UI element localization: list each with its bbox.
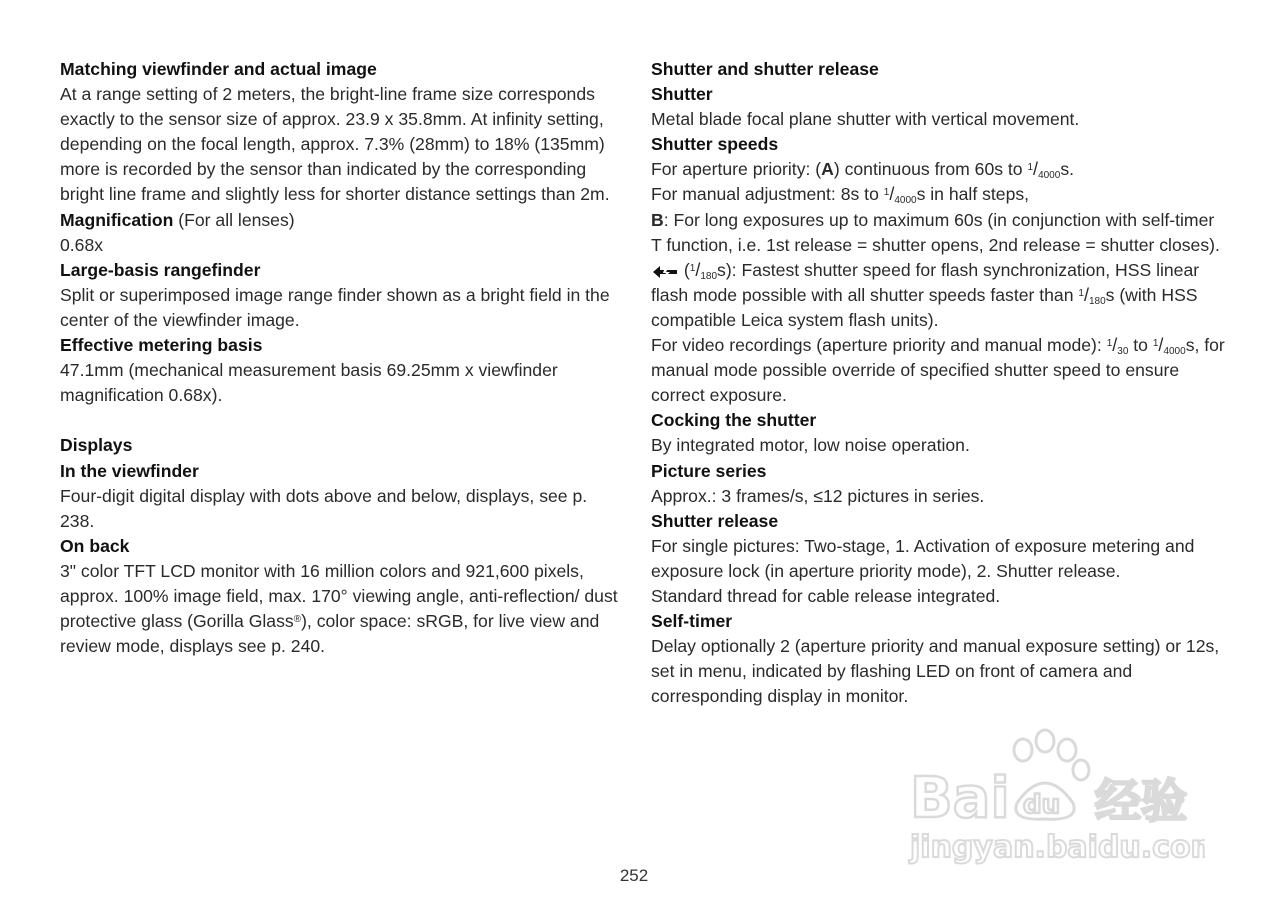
frac-slash: /	[1033, 159, 1039, 180]
magnification-heading: Magnification	[60, 209, 174, 230]
bulb-paragraph	[651, 208, 1226, 258]
svg-text:经验: 经验	[1095, 774, 1187, 828]
baidu-watermark	[905, 725, 1205, 875]
selftimer-heading: Self-timer	[651, 611, 733, 632]
frac-slash: /	[1158, 335, 1164, 356]
flash-text-b: s): Fastest shutter speed for flash synchronization, HSS linear flash mode possible with all shutter speeds faster than	[651, 259, 1200, 305]
rangefinder-paragraph: Split or superimposed image range finder shown as a bright field in the center of the viewfinder image.	[60, 284, 610, 330]
on-back-text-1: 3" color TFT LCD monitor with 16 million colors and 921,600 pixels, approx. 100% image field, max. 170° viewing angle, anti-reflection/ dust protective glass (Gorilla Glass	[60, 560, 618, 632]
in-viewfinder-paragraph: Four-digit digital display with dots above and below, displays, see p. 238.	[60, 485, 588, 531]
bulb-text: : For long exposures up to maximum 60s (in conjunction with self-timer T function, i.e. 1st release = shutter opens, 2nd release = shutter closes).	[651, 209, 1220, 255]
left-column	[60, 57, 620, 659]
frac-den: 4000	[1038, 170, 1061, 182]
metering-heading: Effective metering basis	[60, 335, 263, 356]
selftimer-paragraph: Delay optionally 2 (aperture priority and manual exposure setting) or 12s, set in menu, indicated by flashing LED on front of camera and corresponding display in monitor.	[651, 636, 1220, 707]
series-paragraph: Approx.: 3 frames/s, ≤12 pictures in series.	[651, 485, 985, 506]
registered-mark: ®	[293, 614, 302, 626]
frac-den: 4000	[894, 195, 917, 207]
magnification-line	[60, 208, 620, 233]
shutter-paragraph: Metal blade focal plane shutter with vertical movement.	[651, 109, 1080, 130]
page-number: 252	[619, 866, 649, 885]
svg-text:du: du	[1023, 790, 1061, 820]
frac-slash: /	[1083, 284, 1089, 305]
cocking-heading: Cocking the shutter	[651, 410, 817, 431]
shutter-heading: Shutter	[651, 84, 713, 105]
frac-den: 180	[700, 270, 718, 282]
in-viewfinder-heading: In the viewfinder	[60, 460, 199, 481]
bulb-letter: B	[651, 209, 664, 230]
on-back-heading: On back	[60, 535, 130, 556]
aperture-priority-line: For aperture priority: (A) continuous from 60s to $^1/_{4000}s$.	[651, 159, 1074, 182]
rangefinder-heading: Large-basis rangefinder	[60, 259, 261, 280]
flash-paragraph	[651, 258, 1226, 333]
frac-num: 1	[1106, 338, 1113, 350]
section-gap	[60, 408, 620, 433]
metering-paragraph: 47.1mm (mechanical measurement basis 69.25mm x viewfinder magnification 0.68x).	[60, 360, 558, 406]
displays-heading: Displays	[60, 435, 133, 456]
on-back-text-2: ), color space: sRGB, for live view and review mode, displays see p. 240.	[60, 611, 600, 657]
frac-slash: /	[889, 184, 895, 205]
viewfinder-paragraph: At a range setting of 2 meters, the bright-line frame size corresponds exactly to the sensor size of approx. 23.9 x 35.8mm. At infinity setting, depending on the focal length, approx. 7.3% (28mm) to 18% (135mm) more is recorded by the sensor than indicated by the corresponding bright line frame and slightly less for shorter distance settings than 2m.	[60, 84, 610, 205]
frac-num: 1	[689, 262, 696, 274]
viewfinder-heading: Matching viewfinder and actual image	[60, 59, 377, 79]
manual-line	[651, 182, 1226, 207]
series-heading: Picture series	[651, 460, 767, 481]
svg-text:Bai: Bai	[910, 766, 1010, 831]
release-heading: Shutter release	[651, 510, 779, 531]
frac-slash: /	[695, 259, 701, 280]
manual-text-a: For manual adjustment: 8s to	[651, 184, 884, 205]
baidu-paw-logo	[905, 725, 1205, 875]
flash-text-c: s (with HSS compatible Leica system flash units).	[651, 284, 1198, 330]
speeds-heading: Shutter speeds	[651, 134, 779, 155]
flash-sync-icon	[651, 260, 679, 274]
video-text-c: s, for manual mode possible override of specified shutter speed to ensure correct exposure.	[651, 335, 1225, 406]
shutter-section-heading: Shutter and shutter release	[651, 59, 879, 79]
magnification-value: 0.68x	[60, 234, 104, 255]
video-text-a: For video recordings (aperture priority and manual mode):	[651, 335, 1107, 356]
frac-slash: /	[1112, 335, 1118, 356]
frac-num: 1	[1078, 287, 1084, 299]
release-paragraph-2: Standard thread for cable release integrated.	[651, 585, 1001, 606]
ap-text-b: ) continuous from 60s to	[833, 159, 1028, 180]
ap-letter: A	[821, 159, 834, 180]
flash-text-a: (	[679, 259, 690, 280]
frac-den: 180	[1088, 295, 1106, 307]
frac-num: 1	[883, 187, 890, 199]
video-text-b: to	[1128, 335, 1153, 356]
svg-text:jingyan.baidu.com: jingyan.baidu.com	[910, 830, 1205, 865]
release-paragraph-1: For single pictures: Two-stage, 1. Activation of exposure metering and exposure lock (in aperture priority mode), 2. Shutter release.	[651, 535, 1195, 581]
on-back-paragraph	[60, 559, 620, 659]
frac-den: 4000	[1163, 346, 1186, 358]
video-paragraph	[651, 333, 1226, 408]
cocking-paragraph: By integrated motor, low noise operation.	[651, 435, 970, 456]
frac-num: 1	[1152, 338, 1159, 350]
right-column	[651, 57, 1226, 709]
magnification-note: (For all lenses)	[173, 209, 295, 230]
manual-text-b: s in half steps,	[916, 184, 1030, 205]
frac-num: 1	[1027, 162, 1034, 174]
frac-den: 30	[1117, 346, 1129, 358]
ap-text-a: For aperture priority: (	[651, 159, 822, 180]
